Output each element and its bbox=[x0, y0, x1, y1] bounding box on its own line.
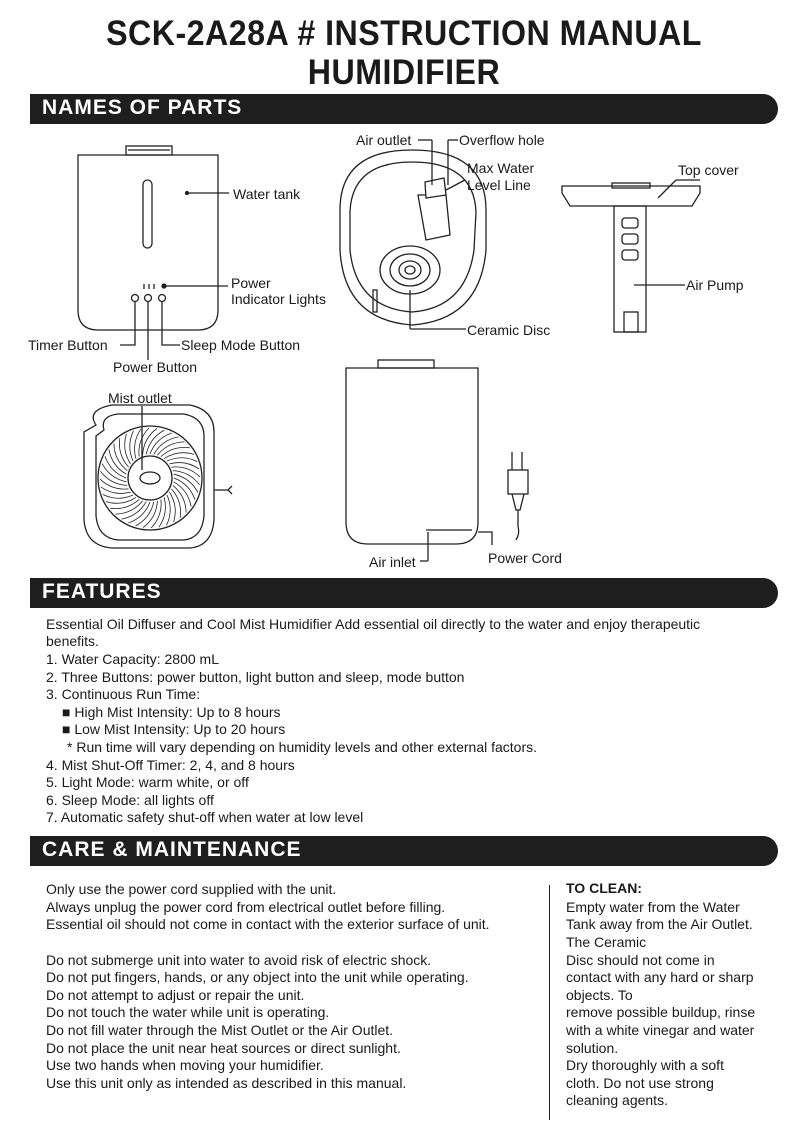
swirl-blade bbox=[114, 443, 127, 470]
care-line: Only use the power cord supplied with the unit. bbox=[46, 881, 337, 897]
feature-item: 2. Three Buttons: power button, light button and sleep, mode button bbox=[46, 669, 465, 685]
swirl-blade bbox=[119, 438, 128, 467]
label-timer-button: Timer Button bbox=[28, 337, 108, 353]
feature-item: 7. Automatic safety shut-off when water at low level bbox=[46, 809, 364, 825]
features-intro-line-2: benefits. bbox=[46, 633, 99, 649]
power-cord-illustration bbox=[508, 452, 528, 540]
swirl-blade bbox=[110, 499, 139, 508]
label-air-outlet: Air outlet bbox=[356, 132, 412, 148]
care-line: Do not touch the water while unit is operating. bbox=[46, 1004, 330, 1020]
care-maintenance-header: CARE & MAINTENANCE bbox=[30, 836, 778, 866]
label-max-water-2: Level Line bbox=[467, 177, 531, 193]
label-power-cord: Power Cord bbox=[488, 550, 562, 566]
swirl-blade bbox=[130, 431, 134, 461]
humidifier-back-illustration bbox=[346, 360, 492, 561]
swirl-blade bbox=[109, 450, 126, 475]
swirl-blade bbox=[151, 499, 161, 528]
names-of-parts-header: NAMES OF PARTS bbox=[30, 94, 778, 124]
swirl-blade bbox=[167, 458, 197, 462]
swirl-blade bbox=[167, 495, 171, 525]
care-line: Do not attempt to adjust or repair the unit. bbox=[46, 987, 305, 1003]
label-sleep-mode-button: Sleep Mode Button bbox=[181, 337, 301, 353]
column-divider bbox=[549, 885, 550, 1120]
feature-item: 4. Mist Shut-Off Timer: 2, 4, and 8 hours bbox=[46, 757, 295, 773]
swirl-blade bbox=[100, 479, 129, 489]
swirl-blade bbox=[171, 489, 180, 518]
care-line: Do not submerge unit into water to avoid risk of electric shock. bbox=[46, 952, 432, 968]
swirl-blade bbox=[161, 447, 190, 456]
clean-line: objects. To bbox=[566, 987, 633, 1003]
label-air-pump: Air Pump bbox=[686, 277, 744, 293]
clean-line: The Ceramic bbox=[566, 934, 647, 950]
feature-item: 5. Light Mode: warm white, or off bbox=[46, 774, 249, 790]
to-clean-title: TO CLEAN: bbox=[566, 880, 642, 896]
clean-line: with a white vinegar and water bbox=[566, 1022, 755, 1038]
humidifier-front-illustration bbox=[78, 146, 229, 360]
feature-item: 1. Water Capacity: 2800 mL bbox=[46, 651, 220, 667]
features-header: FEATURES bbox=[30, 578, 778, 608]
feature-item: 6. Sleep Mode: all lights off bbox=[46, 792, 214, 808]
label-power-indicator-2: Indicator Lights bbox=[231, 291, 326, 307]
label-power-button: Power Button bbox=[113, 359, 198, 375]
swirl-blade bbox=[157, 442, 184, 455]
clean-line: contact with any hard or sharp bbox=[566, 969, 754, 985]
feature-item: 3. Continuous Run Time: bbox=[46, 686, 201, 702]
care-line: Use this unit only as intended as described in this manual. bbox=[46, 1075, 407, 1091]
label-ceramic-disc: Ceramic Disc bbox=[467, 322, 551, 338]
swirl-blade bbox=[139, 428, 149, 457]
clean-line: Disc should not come in bbox=[566, 952, 715, 968]
feature-subitem: ■ High Mist Intensity: Up to 8 hours bbox=[62, 704, 281, 720]
feature-note: * Run time will vary depending on humidity levels and other external factors. bbox=[67, 739, 538, 755]
swirl-blade bbox=[174, 482, 191, 507]
manual-title-line-2: HUMIDIFIER bbox=[307, 53, 501, 92]
care-line: Do not fill water through the Mist Outlet or the Air Outlet. bbox=[46, 1022, 394, 1038]
care-line: Always unplug the power cord from electrical outlet before filling. bbox=[46, 899, 446, 915]
top-cover-illustration bbox=[562, 180, 700, 332]
care-line: Essential oil should not come in contact with the exterior surface of unit. bbox=[46, 916, 490, 932]
clean-line: Dry thoroughly with a soft bbox=[566, 1057, 724, 1073]
tank-interior-illustration bbox=[340, 140, 486, 329]
care-line: Do not put fingers, hands, or any object into the unit while operating. bbox=[46, 969, 469, 985]
label-air-inlet: Air inlet bbox=[369, 554, 416, 570]
manual-title-line-1: SCK-2A28A # INSTRUCTION MANUAL bbox=[106, 14, 702, 53]
clean-line: remove possible buildup, rinse bbox=[566, 1004, 756, 1020]
swirl-blade bbox=[103, 495, 133, 499]
clean-line: solution. bbox=[566, 1040, 619, 1056]
label-top-cover: Top cover bbox=[678, 162, 739, 178]
swirl-blade bbox=[171, 467, 200, 477]
care-line: Do not place the unit near heat sources or direct sunlight. bbox=[46, 1040, 401, 1056]
swirl-blade bbox=[115, 501, 142, 514]
swirl-blade bbox=[154, 437, 179, 454]
clean-line: Empty water from the Water bbox=[566, 899, 740, 915]
swirl-blade bbox=[173, 485, 186, 512]
feature-subitem: ■ Low Mist Intensity: Up to 20 hours bbox=[62, 721, 286, 737]
swirl-blade bbox=[122, 502, 147, 519]
mist-outlet-illustration bbox=[84, 405, 232, 548]
label-overflow-hole: Overflow hole bbox=[459, 132, 545, 148]
label-power-indicator-1: Power bbox=[231, 275, 271, 291]
mist-swirl-blades bbox=[100, 428, 200, 528]
label-mist-outlet: Mist outlet bbox=[108, 390, 172, 406]
care-line: Use two hands when moving your humidifier. bbox=[46, 1057, 324, 1073]
label-water-tank: Water tank bbox=[233, 186, 301, 202]
features-intro-line-1: Essential Oil Diffuser and Cool Mist Humidifier Add essential oil directly to the water and enjoy therapeutic bbox=[46, 616, 701, 632]
clean-line: cleaning agents. bbox=[566, 1092, 668, 1108]
label-max-water-1: Max Water bbox=[467, 160, 535, 176]
clean-line: cloth. Do not use strong bbox=[566, 1075, 714, 1091]
clean-line: Tank away from the Air Outlet. bbox=[566, 916, 753, 932]
